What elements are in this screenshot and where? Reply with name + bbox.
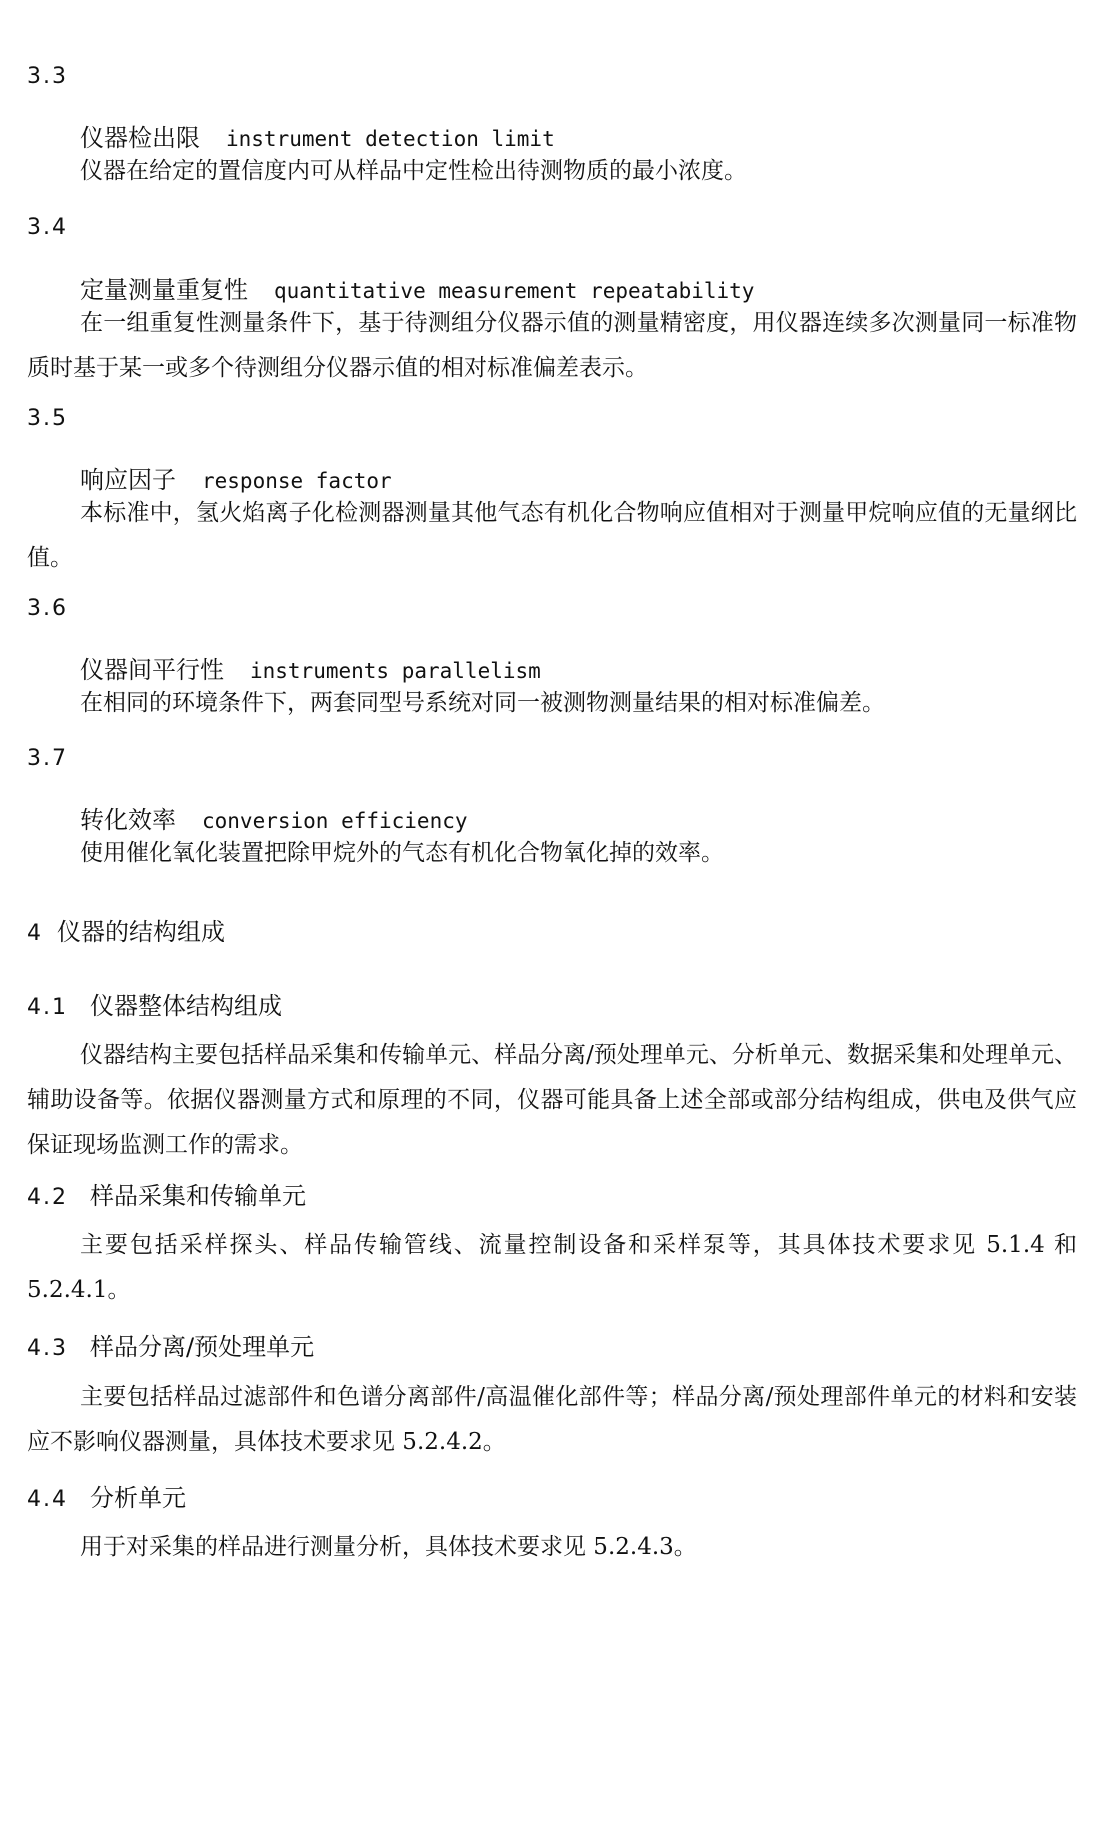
chapter-number: 4 <box>27 921 43 946</box>
section-number: 4.1 <box>27 995 68 1020</box>
definition-term <box>80 460 392 495</box>
definition-number: 3.3 <box>27 64 68 89</box>
term-english: instrument detection limit <box>226 127 555 151</box>
section-title: 分析单元 <box>90 1484 186 1512</box>
term-english: instruments parallelism <box>250 659 541 683</box>
section-heading <box>27 1327 314 1362</box>
definition-text: 仪器在给定的置信度内可从样品中定性检出待测物质的最小浓度。 <box>80 158 747 184</box>
section-text: 仪器结构主要包括样品采集和传输单元、样品分离/预处理单元、分析单元、数据采集和处理单元、辅助设备等。依据仪器测量方式和原理的不同，仪器可能具备上述全部或部分结构组成，供电及供气应保证现场监测工作的需求。 <box>27 1042 1077 1158</box>
chapter-heading <box>27 912 225 947</box>
chapter-title: 仪器的结构组成 <box>57 918 225 946</box>
definition-term <box>80 650 541 685</box>
section-text: 用于对采集的样品进行测量分析，具体技术要求见 5.2.4.3。 <box>80 1534 697 1560</box>
term-english: quantitative measurement repeatability <box>274 279 755 303</box>
term-english: response factor <box>202 469 392 493</box>
section-heading <box>27 1478 186 1513</box>
section-number: 4.3 <box>27 1336 68 1361</box>
term-chinese: 仪器检出限 <box>80 124 200 152</box>
term-chinese: 定量测量重复性 <box>80 276 248 304</box>
term-chinese: 转化效率 <box>80 806 176 834</box>
definition-term <box>80 800 468 835</box>
section-number: 4.2 <box>27 1185 68 1210</box>
section-number: 4.4 <box>27 1487 68 1512</box>
definition-number: 3.6 <box>27 596 68 621</box>
term-english: conversion efficiency <box>202 809 468 833</box>
section-title: 样品分离/预处理单元 <box>90 1333 315 1361</box>
definition-number: 3.7 <box>27 746 68 771</box>
section-heading <box>27 1176 306 1211</box>
definition-number: 3.4 <box>27 215 68 240</box>
term-chinese: 仪器间平行性 <box>80 656 224 684</box>
definition-text: 在一组重复性测量条件下，基于待测组分仪器示值的测量精密度，用仪器连续多次测量同一标准物质时基于某一或多个待测组分仪器示值的相对标准偏差表示。 <box>27 310 1077 381</box>
definition-term <box>80 270 754 305</box>
section-title: 样品采集和传输单元 <box>90 1182 306 1210</box>
definition-text: 本标准中，氢火焰离子化检测器测量其他气态有机化合物响应值相对于测量甲烷响应值的无量纲比值。 <box>27 500 1077 571</box>
definition-number: 3.5 <box>27 406 68 431</box>
section-text: 主要包括采样探头、样品传输管线、流量控制设备和采样泵等，其具体技术要求见 5.1.4 和 5.2.4.1。 <box>27 1232 1077 1303</box>
section-title: 仪器整体结构组成 <box>90 992 282 1020</box>
definition-term <box>80 118 555 153</box>
section-text: 主要包括样品过滤部件和色谱分离部件/高温催化部件等；样品分离/预处理部件单元的材料和安装应不影响仪器测量，具体技术要求见 5.2.4.2。 <box>27 1384 1077 1455</box>
definition-text: 在相同的环境条件下，两套同型号系统对同一被测物测量结果的相对标准偏差。 <box>80 690 885 716</box>
section-heading <box>27 986 282 1021</box>
term-chinese: 响应因子 <box>80 466 176 494</box>
definition-text: 使用催化氧化装置把除甲烷外的气态有机化合物氧化掉的效率。 <box>80 840 724 866</box>
